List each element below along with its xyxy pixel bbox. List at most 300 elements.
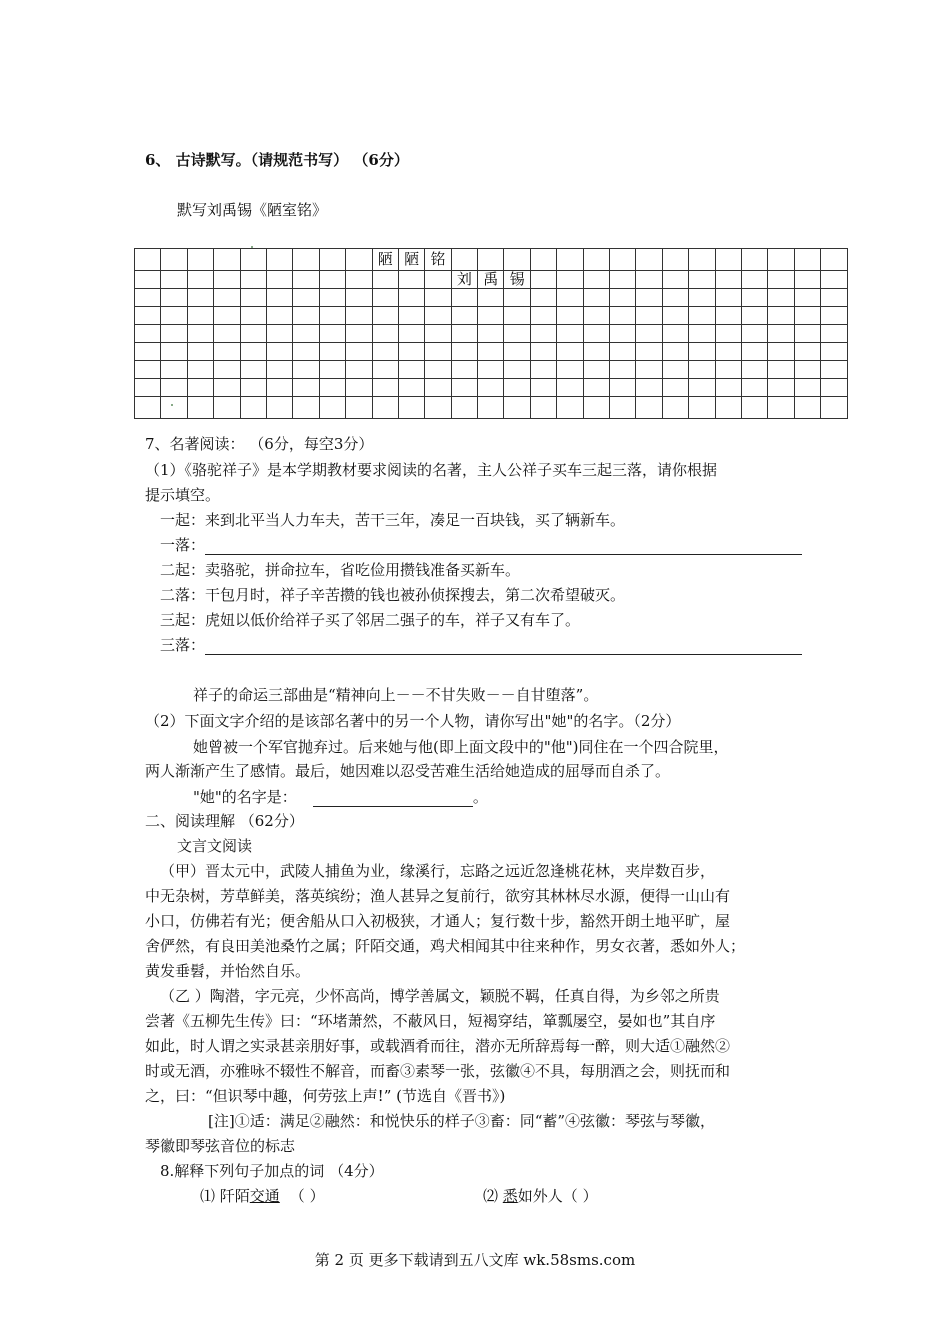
grid-cell[interactable]: [530, 397, 556, 419]
grid-cell[interactable]: [583, 325, 609, 343]
grid-cell[interactable]: [478, 379, 504, 397]
grid-cell[interactable]: [240, 343, 266, 361]
grid-cell[interactable]: [451, 361, 477, 379]
writing-grid: [134, 248, 848, 419]
grid-cell[interactable]: [689, 361, 715, 379]
grid-cell[interactable]: [266, 271, 292, 289]
grid-cell[interactable]: [636, 289, 662, 307]
grid-cell[interactable]: 陋: [372, 249, 398, 271]
grid-cell[interactable]: [214, 343, 240, 361]
grid-cell[interactable]: [794, 397, 820, 419]
grid-cell[interactable]: [504, 249, 530, 271]
grid-cell[interactable]: [214, 271, 240, 289]
fall-3-label: 三落：: [160, 636, 206, 654]
grid-cell[interactable]: [398, 307, 424, 325]
grid-cell[interactable]: [741, 379, 767, 397]
grid-cell[interactable]: [557, 379, 583, 397]
grid-cell[interactable]: [187, 361, 213, 379]
grid-cell[interactable]: [715, 361, 741, 379]
grid-cell[interactable]: [293, 289, 319, 307]
grid-cell[interactable]: [715, 343, 741, 361]
yi-line: （乙 ）陶潜，字元亮，少怀高尚，博学善属文，颖脱不羁，任真自得，为乡邻之所贵: [160, 987, 720, 1005]
grid-cell[interactable]: [662, 361, 688, 379]
grid-cell[interactable]: [266, 289, 292, 307]
grid-cell[interactable]: [557, 325, 583, 343]
grid-cell[interactable]: [319, 271, 345, 289]
grid-row: [135, 361, 848, 379]
grid-cell[interactable]: [689, 289, 715, 307]
fall-3-blank[interactable]: [205, 638, 802, 655]
q8-item2-word: 悉: [502, 1187, 518, 1205]
grid-cell[interactable]: [451, 307, 477, 325]
grid-row: [135, 379, 848, 397]
grid-cell[interactable]: [610, 379, 636, 397]
grid-cell[interactable]: [266, 325, 292, 343]
grid-cell[interactable]: [425, 343, 451, 361]
grid-cell[interactable]: [504, 307, 530, 325]
rise-2: 二起：卖骆驼，拼命拉车，省吃俭用攒钱准备买新车。: [160, 561, 521, 579]
grid-cell[interactable]: [161, 397, 187, 419]
grid-cell[interactable]: [398, 361, 424, 379]
grid-cell[interactable]: [425, 325, 451, 343]
grid-cell[interactable]: [741, 271, 767, 289]
grid-cell[interactable]: [504, 343, 530, 361]
grid-cell[interactable]: [636, 307, 662, 325]
grid-cell[interactable]: [187, 379, 213, 397]
grid-cell[interactable]: [240, 397, 266, 419]
yi-line: 如此，时人谓之实录甚亲朋好事，或载酒肴而往，潜亦无所辞焉每一醉，则大适①融然②: [145, 1037, 731, 1055]
q7-part1-line1: （1）《骆驼祥子》是本学期教材要求阅读的名著，主人公祥子买车三起三落，请你根据: [145, 461, 718, 479]
grid-cell[interactable]: [715, 307, 741, 325]
grid-cell[interactable]: [372, 325, 398, 343]
grid-cell[interactable]: [583, 271, 609, 289]
yi-line: 之，曰：“但识琴中趣，何劳弦上声!” (节选自《晋书》): [145, 1087, 506, 1105]
grid-cell[interactable]: [266, 361, 292, 379]
q8-item-2: [483, 1186, 598, 1206]
grid-cell[interactable]: [161, 249, 187, 271]
grid-cell[interactable]: [425, 271, 451, 289]
grid-cell[interactable]: [583, 379, 609, 397]
grid-cell[interactable]: [135, 343, 161, 361]
q7-part1-line2: 提示填空。: [145, 486, 221, 504]
jia-line: （甲）晋太元中，武陵人捕鱼为业，缘溪行，忘路之远近忽逢桃花林，夹岸数百步，: [160, 862, 716, 880]
grid-cell[interactable]: [662, 307, 688, 325]
grid-cell[interactable]: [821, 325, 847, 343]
grid-cell[interactable]: [346, 361, 372, 379]
grid-cell[interactable]: [530, 343, 556, 361]
grid-cell[interactable]: [293, 249, 319, 271]
rise-1: 一起：来到北平当人力车夫，苦干三年，凑足一百块钱，买了辆新车。: [160, 511, 626, 529]
grid-cell[interactable]: [715, 271, 741, 289]
grid-cell[interactable]: [161, 325, 187, 343]
grid-cell[interactable]: [240, 271, 266, 289]
grid-row: [135, 307, 848, 325]
grid-cell[interactable]: [715, 249, 741, 271]
q6-instruction: 默写刘禹锡《陋室铭》: [177, 201, 328, 219]
grid-cell[interactable]: [768, 361, 794, 379]
grid-cell[interactable]: [398, 289, 424, 307]
grid-cell[interactable]: [372, 289, 398, 307]
grid-row: [135, 343, 848, 361]
grid-cell[interactable]: [425, 307, 451, 325]
grid-cell[interactable]: [689, 307, 715, 325]
grid-cell[interactable]: [768, 289, 794, 307]
grid-cell[interactable]: [636, 361, 662, 379]
grid-cell[interactable]: [636, 397, 662, 419]
grid-cell[interactable]: [346, 397, 372, 419]
fall-1-label: 一落：: [160, 536, 206, 554]
grid-cell[interactable]: [504, 289, 530, 307]
grid-cell[interactable]: [372, 343, 398, 361]
grid-cell[interactable]: [821, 289, 847, 307]
grid-cell[interactable]: [583, 289, 609, 307]
grid-cell[interactable]: [187, 343, 213, 361]
grid-cell[interactable]: [557, 289, 583, 307]
grid-cell[interactable]: [478, 397, 504, 419]
grid-cell[interactable]: [398, 397, 424, 419]
answer-blank[interactable]: [313, 790, 473, 807]
grid-cell[interactable]: [557, 249, 583, 271]
grid-cell[interactable]: [240, 289, 266, 307]
q8-item1-word: 交通: [249, 1187, 280, 1205]
grid-cell[interactable]: [346, 307, 372, 325]
grid-cell[interactable]: [372, 271, 398, 289]
grid-cell[interactable]: [662, 289, 688, 307]
grid-cell[interactable]: [530, 271, 556, 289]
grid-cell[interactable]: [425, 361, 451, 379]
grid-cell[interactable]: [187, 307, 213, 325]
grid-cell[interactable]: [425, 289, 451, 307]
grid-cell[interactable]: [293, 307, 319, 325]
grid-cell[interactable]: [161, 289, 187, 307]
grid-cell[interactable]: [794, 379, 820, 397]
grid-cell[interactable]: [504, 361, 530, 379]
grid-cell[interactable]: [689, 379, 715, 397]
grid-cell[interactable]: [768, 325, 794, 343]
speck: [171, 404, 173, 406]
grid-cell[interactable]: [135, 325, 161, 343]
grid-cell[interactable]: [583, 307, 609, 325]
grid-cell[interactable]: [187, 289, 213, 307]
grid-cell[interactable]: [768, 343, 794, 361]
grid-cell[interactable]: [293, 271, 319, 289]
grid-cell[interactable]: [187, 249, 213, 271]
grid-cell[interactable]: [715, 397, 741, 419]
grid-cell[interactable]: [610, 307, 636, 325]
grid-cell[interactable]: [451, 325, 477, 343]
grid-cell[interactable]: [319, 361, 345, 379]
rise-3: 三起：虎妞以低价给祥子买了邻居二强子的车，祥子又有车了。: [160, 611, 581, 629]
grid-cell[interactable]: [610, 325, 636, 343]
grid-cell[interactable]: [610, 361, 636, 379]
grid-cell[interactable]: [662, 343, 688, 361]
grid-cell[interactable]: [478, 343, 504, 361]
grid-cell[interactable]: [662, 397, 688, 419]
section2-subtitle: 文言文阅读: [177, 837, 253, 855]
summary: 祥子的命运三部曲是“精神向上－－不甘失败－－自甘堕落”。: [193, 686, 599, 704]
grid-cell[interactable]: [741, 397, 767, 419]
grid-cell[interactable]: [478, 249, 504, 271]
grid-cell[interactable]: [214, 307, 240, 325]
grid-row: [135, 397, 848, 419]
jia-line: 舍俨然，有良田美池桑竹之属；阡陌交通，鸡犬相闻其中往来种作，男女衣著，悉如外人；: [145, 937, 746, 955]
note-line1: [注]①适：满足②融然：和悦快乐的样子③畜：同“蓄”④弦徽：琴弦与琴徽，: [208, 1112, 716, 1130]
grid-cell[interactable]: [346, 325, 372, 343]
grid-cell[interactable]: 禹: [478, 271, 504, 289]
grid-cell[interactable]: [741, 361, 767, 379]
grid-cell[interactable]: [214, 397, 240, 419]
grid-cell[interactable]: [821, 397, 847, 419]
grid-cell[interactable]: [266, 343, 292, 361]
grid-cell[interactable]: [794, 271, 820, 289]
grid-row: [135, 271, 848, 289]
grid-cell[interactable]: [293, 379, 319, 397]
grid-cell[interactable]: 刘: [451, 271, 477, 289]
grid-cell[interactable]: [187, 397, 213, 419]
fall-2: 二落：干包月时，祥子辛苦攒的钱也被孙侦探搜去，第二次希望破灭。: [160, 586, 626, 604]
grid-cell[interactable]: [266, 249, 292, 271]
grid-cell[interactable]: [372, 397, 398, 419]
grid-cell[interactable]: [451, 379, 477, 397]
grid-cell[interactable]: [240, 307, 266, 325]
grid-cell[interactable]: [557, 343, 583, 361]
speck: [251, 246, 253, 248]
grid-cell[interactable]: [319, 307, 345, 325]
grid-cell[interactable]: [319, 289, 345, 307]
grid-cell[interactable]: [821, 343, 847, 361]
grid-cell[interactable]: [214, 361, 240, 379]
grid-cell[interactable]: [662, 271, 688, 289]
grid-cell[interactable]: [794, 307, 820, 325]
grid-cell[interactable]: [319, 397, 345, 419]
page-footer: 第 2 页 更多下载请到五八文库 wk.58sms.com: [314, 1251, 636, 1269]
grid-cell[interactable]: [583, 361, 609, 379]
grid-cell[interactable]: [346, 249, 372, 271]
grid-cell[interactable]: [266, 397, 292, 419]
grid-cell[interactable]: [372, 379, 398, 397]
fall-1-blank[interactable]: [205, 538, 802, 555]
grid-cell[interactable]: [530, 361, 556, 379]
grid-cell[interactable]: [741, 325, 767, 343]
q7-part2-answer: [193, 787, 488, 807]
grid-cell[interactable]: [636, 271, 662, 289]
grid-cell[interactable]: [425, 379, 451, 397]
grid-cell[interactable]: [610, 397, 636, 419]
grid-cell[interactable]: [504, 379, 530, 397]
q7-part2-line2: 两人渐渐产生了感情。最后，她因难以忍受苦难生活给她造成的屈辱而自杀了。: [145, 762, 671, 780]
q8-title: 8.解释下列句子加点的词 （4分）: [160, 1162, 384, 1180]
grid-cell[interactable]: [161, 379, 187, 397]
q7-part2-line1: 她曾被一个军官抛弃过。后来她与他(即上面文段中的"他")同住在一个四合院里，: [193, 738, 729, 756]
grid-cell[interactable]: [557, 307, 583, 325]
grid-cell[interactable]: [794, 289, 820, 307]
q8-item2-pre: ⑵: [483, 1187, 503, 1205]
grid-cell[interactable]: [530, 379, 556, 397]
grid-cell[interactable]: [636, 249, 662, 271]
answer-end: 。: [472, 788, 488, 806]
grid-cell[interactable]: [478, 307, 504, 325]
grid-cell[interactable]: [161, 343, 187, 361]
grid-cell[interactable]: [768, 307, 794, 325]
grid-cell[interactable]: [135, 397, 161, 419]
grid-cell[interactable]: [610, 249, 636, 271]
grid-cell[interactable]: [293, 343, 319, 361]
grid-cell[interactable]: [689, 343, 715, 361]
grid-cell[interactable]: [741, 289, 767, 307]
grid-cell[interactable]: [398, 343, 424, 361]
grid-cell[interactable]: [689, 397, 715, 419]
grid-cell[interactable]: [425, 397, 451, 419]
q8-item-1: [200, 1186, 325, 1206]
jia-line: 中无杂树，芳草鲜美，落英缤纷；渔人甚异之复前行，欲穷其林林尽水源，便得一山山有: [145, 887, 731, 905]
grid-cell[interactable]: [768, 249, 794, 271]
grid-cell[interactable]: [451, 249, 477, 271]
grid-cell[interactable]: [689, 325, 715, 343]
grid-cell[interactable]: [715, 325, 741, 343]
grid-cell[interactable]: [557, 361, 583, 379]
grid-cell[interactable]: [135, 307, 161, 325]
q7-title: 7、名著阅读： （6分，每空3分）: [145, 435, 374, 453]
grid-cell[interactable]: [662, 325, 688, 343]
grid-cell[interactable]: [266, 379, 292, 397]
grid-row: [135, 249, 848, 271]
grid-cell[interactable]: [530, 307, 556, 325]
grid-cell[interactable]: [768, 397, 794, 419]
grid-cell[interactable]: [293, 325, 319, 343]
grid-cell[interactable]: [794, 343, 820, 361]
jia-line: 小口，仿佛若有光；便舍船从口入初极狭，才通人；复行数十步，豁然开朗土地平旷，屋: [145, 912, 731, 930]
grid-cell[interactable]: [821, 379, 847, 397]
grid-cell[interactable]: [478, 325, 504, 343]
grid-cell[interactable]: [135, 249, 161, 271]
grid-cell[interactable]: [346, 289, 372, 307]
grid-cell[interactable]: [135, 289, 161, 307]
grid-cell[interactable]: [530, 249, 556, 271]
grid-cell[interactable]: [610, 343, 636, 361]
grid-cell[interactable]: [610, 289, 636, 307]
grid-cell[interactable]: [636, 325, 662, 343]
grid-cell[interactable]: [240, 379, 266, 397]
grid-cell[interactable]: [372, 307, 398, 325]
grid-cell[interactable]: [583, 343, 609, 361]
grid-cell[interactable]: [530, 289, 556, 307]
grid-cell[interactable]: 铭: [425, 249, 451, 271]
grid-cell[interactable]: [478, 289, 504, 307]
grid-cell[interactable]: [741, 307, 767, 325]
grid-cell[interactable]: [741, 249, 767, 271]
grid-cell[interactable]: 锡: [504, 271, 530, 289]
grid-cell[interactable]: [583, 397, 609, 419]
grid-cell[interactable]: [821, 249, 847, 271]
grid-cell[interactable]: [319, 249, 345, 271]
grid-cell[interactable]: [689, 271, 715, 289]
grid-cell[interactable]: [240, 361, 266, 379]
grid-cell[interactable]: [451, 397, 477, 419]
grid-cell[interactable]: [741, 343, 767, 361]
grid-cell[interactable]: [161, 307, 187, 325]
grid-cell[interactable]: [794, 325, 820, 343]
q8-item1-paren[interactable]: （ ）: [289, 1187, 325, 1205]
q8-item2-post[interactable]: 如外人（ ）: [517, 1187, 598, 1205]
grid-cell[interactable]: [715, 289, 741, 307]
grid-cell[interactable]: [662, 249, 688, 271]
grid-cell[interactable]: 陋: [398, 249, 424, 271]
grid-cell[interactable]: [214, 289, 240, 307]
grid-cell[interactable]: [240, 325, 266, 343]
grid-cell[interactable]: [135, 271, 161, 289]
grid-cell[interactable]: [689, 249, 715, 271]
grid-cell[interactable]: [821, 307, 847, 325]
grid-cell[interactable]: [135, 379, 161, 397]
grid-cell[interactable]: [821, 361, 847, 379]
grid-cell[interactable]: [504, 325, 530, 343]
grid-cell[interactable]: [794, 249, 820, 271]
grid-cell[interactable]: [398, 271, 424, 289]
grid-cell[interactable]: [319, 379, 345, 397]
yi-line: 时或无酒，亦雅咏不辍性不解音，而畜③素琴一张，弦徽④不具，每朋酒之会，则抚而和: [145, 1062, 731, 1080]
grid-cell[interactable]: [372, 361, 398, 379]
grid-cell[interactable]: [530, 325, 556, 343]
grid-cell[interactable]: [135, 361, 161, 379]
answer-label: "她"的名字是：: [193, 788, 297, 806]
grid-cell[interactable]: [293, 397, 319, 419]
fall-3: [160, 635, 802, 655]
grid-cell[interactable]: [293, 361, 319, 379]
note-line2: 琴徽即琴弦音位的标志: [145, 1137, 296, 1155]
grid-cell[interactable]: [715, 379, 741, 397]
grid-cell[interactable]: [187, 325, 213, 343]
q6-title: 6、 古诗默写。（请规范书写） （6分）: [145, 151, 409, 169]
grid-cell[interactable]: [346, 379, 372, 397]
yi-line: 尝著《五柳先生传》曰：“环堵萧然，不蔽风日，短褐穿结，箪瓢屡空，晏如也”其自序: [145, 1012, 716, 1030]
grid-cell[interactable]: [214, 249, 240, 271]
grid-cell[interactable]: [319, 343, 345, 361]
grid-cell[interactable]: [504, 397, 530, 419]
grid-cell[interactable]: [451, 289, 477, 307]
grid-cell[interactable]: [319, 325, 345, 343]
grid-cell[interactable]: [557, 271, 583, 289]
grid-cell[interactable]: [557, 397, 583, 419]
grid-cell[interactable]: [451, 343, 477, 361]
q7-part2-title: （2）下面文字介绍的是该部名著中的另一个人物，请你写出"她"的名字。（2分）: [145, 712, 681, 730]
grid-cell[interactable]: [636, 343, 662, 361]
grid-cell[interactable]: [161, 271, 187, 289]
grid-cell[interactable]: [346, 343, 372, 361]
grid-cell[interactable]: [266, 307, 292, 325]
grid-cell[interactable]: [821, 271, 847, 289]
grid-cell[interactable]: [478, 361, 504, 379]
grid-cell[interactable]: [636, 379, 662, 397]
section2-title: 二、阅读理解 （62分）: [145, 812, 304, 830]
grid-cell[interactable]: [794, 361, 820, 379]
grid-cell[interactable]: [662, 379, 688, 397]
grid-cell[interactable]: [610, 271, 636, 289]
grid-cell[interactable]: [768, 271, 794, 289]
grid-cell[interactable]: [398, 325, 424, 343]
grid-cell[interactable]: [187, 271, 213, 289]
grid-cell[interactable]: [768, 379, 794, 397]
grid-cell[interactable]: [240, 249, 266, 271]
grid-cell[interactable]: [346, 271, 372, 289]
grid-cell[interactable]: [398, 379, 424, 397]
grid-cell[interactable]: [214, 325, 240, 343]
grid-cell[interactable]: [583, 249, 609, 271]
grid-cell[interactable]: [214, 379, 240, 397]
grid-row: [135, 289, 848, 307]
grid-cell[interactable]: [161, 361, 187, 379]
jia-line: 黄发垂髫，并怡然自乐。: [145, 962, 311, 980]
grid-row: [135, 325, 848, 343]
